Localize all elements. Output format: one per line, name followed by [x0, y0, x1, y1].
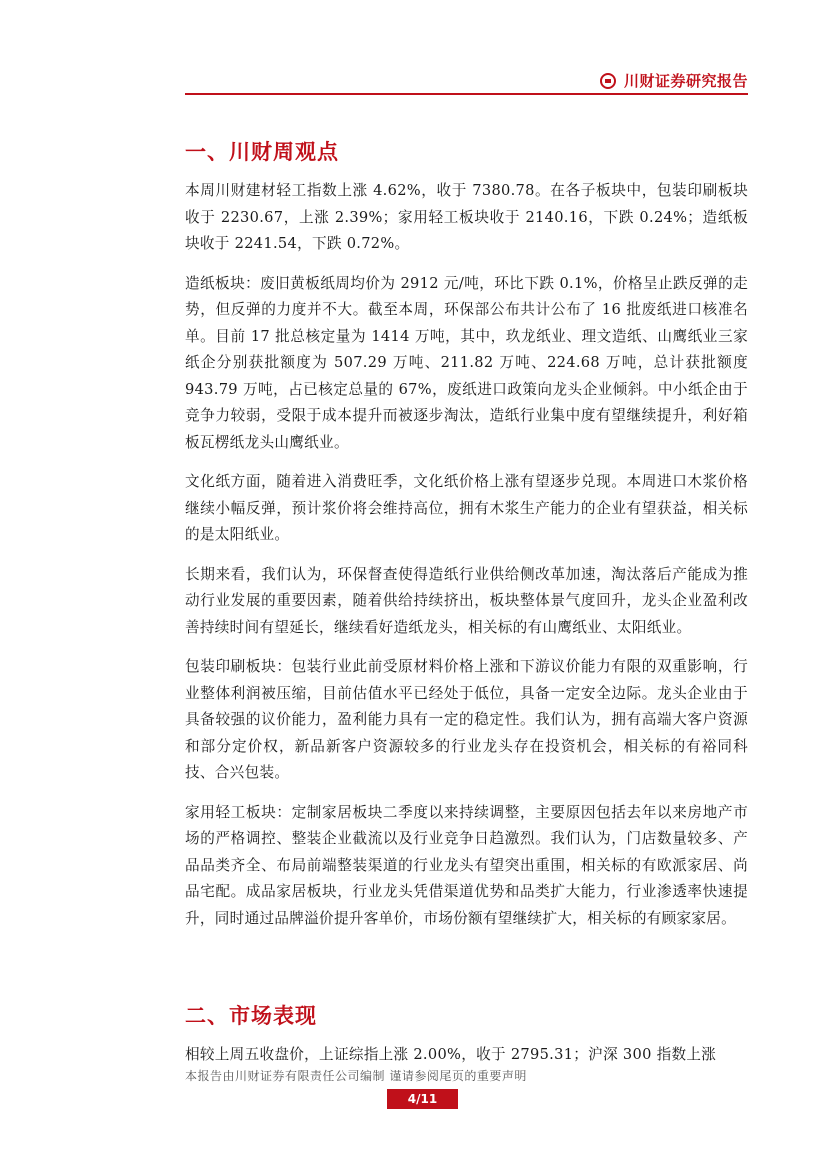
- section-title-market: 二、市场表现: [185, 1004, 317, 1028]
- paragraph-cultural-paper: 文化纸方面，随着进入消费旺季，文化纸价格上涨有望逐步兑现。本周进口木浆价格继续小幅反弹，预计浆价将会维持高位，拥有木浆生产能力的企业有望获益，相关标的是太阳纸业。: [185, 473, 748, 543]
- paragraph-index-summary: 本周川财建材轻工指数上涨 4.62%，收于 7380.78。在各子板块中，包装印刷板块收于 2230.67，上涨 2.39%；家用轻工板块收于 2140.16，下跌 0.24%；造纸板块收于 2241.54，下跌 0.72%。: [185, 182, 748, 252]
- paragraph-market: 相较上周五收盘价，上证综指上涨 2.00%，收于 2795.31；沪深 300 指数上涨: [185, 1046, 717, 1063]
- page-header: [185, 64, 748, 96]
- paragraph-paper-sector: 造纸板块：废旧黄板纸周均价为 2912 元/吨，环比下跌 0.1%，价格呈止跌反弹的走势，但反弹的力度并不大。截至本周，环保部公布共计公布了 16 批废纸进口核准名单。目前 17 批总核定量为 1414 万吨，其中，玖龙纸业、理文造纸、山鹰纸业三家纸企分别获批额度为 507.29 万吨、211.82 万吨、224.68 万吨，总计获批额度 943.79 万吨，占已核定总量的 67%，废纸进口政策向龙头企业倾斜。中小纸企由于竞争力较弱，受限于成本提升而被逐步淘汰，造纸行业集中度有望继续提升，利好箱板瓦楞纸龙头山鹰纸业。: [185, 274, 748, 451]
- paragraph-long-term: 长期来看，我们认为，环保督查使得造纸行业供给侧改革加速，淘汰落后产能成为推动行业发展的重要因素，随着供给持续挤出，板块整体景气度回升，龙头企业盈利改善持续时间有望延长，继续看好造纸龙头，相关标的有山鹰纸业、太阳纸业。: [185, 565, 748, 636]
- brand-text: 川财证券研究报告: [623, 72, 748, 90]
- brand: [600, 70, 748, 91]
- page-number: 4/11: [387, 1089, 458, 1109]
- section-title-weekly-view: 一、川财周观点: [185, 140, 339, 164]
- footer-disclaimer: 本报告由川财证券有限责任公司编制 谨请参阅尾页的重要声明: [185, 1069, 527, 1083]
- paragraph-household: 家用轻工板块：定制家居板块二季度以来持续调整，主要原因包括去年以来房地产市场的严格调控、整装企业截流以及行业竞争日趋激烈。我们认为，门店数量较多、产品品类齐全、布局前端整装渠道的行业龙头有望突出重围，相关标的有欧派家居、尚品宅配。成品家居板块，行业龙头凭借渠道优势和品类扩大能力，行业渗透率快速提升，同时通过品牌溢价提升客单价，市场份额有望继续扩大，相关标的有顾家家居。: [185, 803, 748, 927]
- weekly-view-body: [185, 178, 748, 945]
- paragraph-packaging: 包装印刷板块：包装行业此前受原材料价格上涨和下游议价能力有限的双重影响，行业整体利润被压缩，目前估值水平已经处于低位，具备一定安全边际。龙头企业由于具备较强的议价能力，盈利能力具有一定的稳定性。我们认为，拥有高端大客户资源和部分定价权，新品新客户资源较多的行业龙头存在投资机会，相关标的有裕同科技、合兴包装。: [185, 658, 748, 781]
- cczq-logo-icon: [600, 73, 616, 89]
- header-rule: [185, 93, 748, 95]
